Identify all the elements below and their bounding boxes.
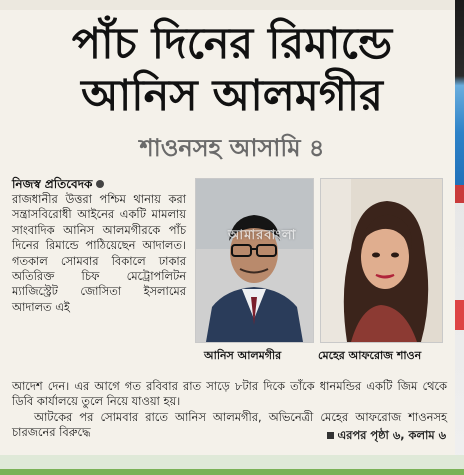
page-edge-bar [455, 0, 464, 475]
continuation-note [327, 427, 446, 446]
byline-text: নিজস্ব প্রতিবেদক [12, 177, 93, 191]
filled-square-icon [327, 432, 334, 439]
top-edge-strip [0, 0, 464, 10]
column-paragraph: রাজধানীর উত্তরা পশ্চিম থানায় করা সন্ত্রাসবিরোধী আইনের একটি মামলায় সাংবাদিক আনিস আলমগীরকে পাঁচ দিনের রিমান্ডে পাঠিয়েছেন আদালত। গতকাল সোমবার বিকালে ঢাকার অতিরিক্ত চিফ মেট্রোপলিটন ম্যাজিস্ট্রেট জোসিতা ইসলামের আদালত এই [12, 192, 186, 314]
body-paragraph: আটকের পর সোমবার রাতে আনিস আলমগীর, অভিনেত্রী মেহের আফরোজ শাওনসহ চারজনের বিরুদ্ধে [12, 409, 447, 440]
photo-caption-right: মেহের আফরোজ শাওন [318, 349, 422, 362]
bottom-edge-strip [0, 455, 464, 475]
body-line: আদেশ দেন। এর আগে গত রবিবার রাত সাড়ে ৮টার দিকে তাঁকে ধানমন্ডির একটি জিম থেকে ডিবি কার্যালয়ে তুলে নিয়ে যাওয়া হয়। [12, 379, 447, 409]
headline [12, 18, 452, 122]
headline-line-1: পাঁচ দিনের রিমান্ডে [71, 19, 393, 69]
headline-line-2: আনিস আলমগীর [81, 71, 383, 121]
filled-circle-icon [96, 180, 104, 188]
continuation-text: এরপর পৃষ্ঠা ৬, কলাম ৬ [337, 428, 446, 442]
photo-meher-afroz-shaon [320, 178, 443, 343]
article-column [12, 192, 186, 315]
subheadline: শাওনসহ আসামি ৪ [139, 133, 325, 162]
photo-caption-left: আনিস আলমগীর [204, 349, 282, 362]
photo-anis-alamgir [195, 178, 314, 343]
watermark: আমারবাংলা [228, 228, 297, 243]
